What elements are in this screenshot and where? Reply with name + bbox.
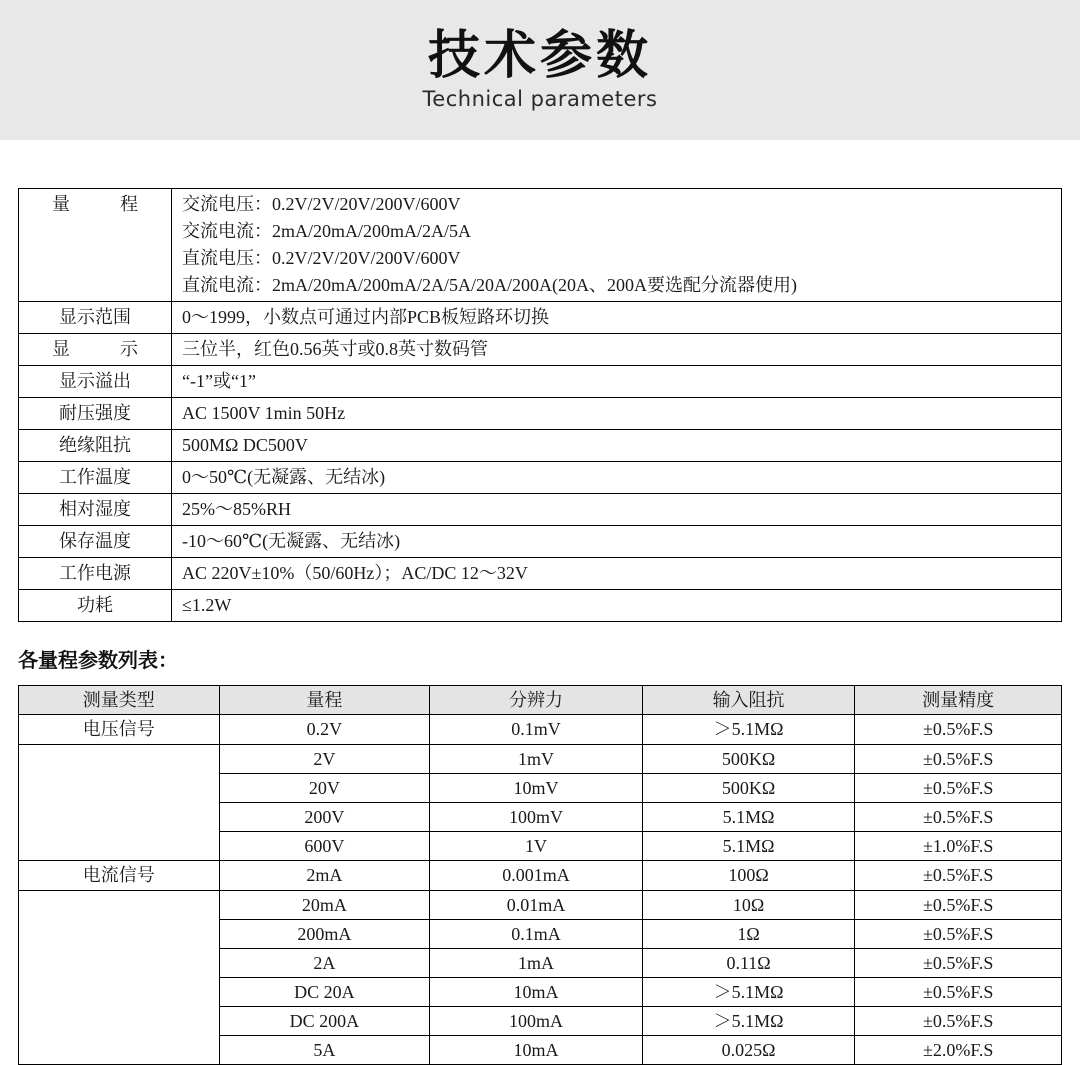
measurement-type-cell-empty xyxy=(19,949,220,978)
spec-value-line: AC 220V±10%（50/60Hz）；AC/DC 12～32V xyxy=(182,563,528,583)
resolution-cell: 100mV xyxy=(430,803,643,832)
resolution-cell: 10mA xyxy=(430,978,643,1007)
impedance-cell: ＞5.1MΩ xyxy=(642,715,855,745)
spec-row-value xyxy=(172,334,1062,366)
spec-value-line: ≤1.2W xyxy=(182,595,232,615)
measurement-type-cell-empty xyxy=(19,978,220,1007)
accuracy-cell: ±0.5%F.S xyxy=(855,1007,1062,1036)
spec-row-label: 绝缘阻抗 xyxy=(19,430,172,462)
range-cell: 2V xyxy=(219,745,430,774)
resolution-cell: 10mV xyxy=(430,774,643,803)
range-cell: 20V xyxy=(219,774,430,803)
spec-row xyxy=(19,558,1062,590)
accuracy-cell: ±0.5%F.S xyxy=(855,978,1062,1007)
spec-row-value xyxy=(172,302,1062,334)
impedance-cell: 10Ω xyxy=(642,891,855,920)
range-table-row xyxy=(19,891,1062,920)
specifications-table xyxy=(18,188,1062,622)
range-table-body xyxy=(19,715,1062,1065)
impedance-cell: ＞5.1MΩ xyxy=(642,978,855,1007)
spec-row-value xyxy=(172,590,1062,622)
accuracy-cell: ±2.0%F.S xyxy=(855,1036,1062,1065)
spec-row-value xyxy=(172,526,1062,558)
spec-value-line: 25%～85%RH xyxy=(182,499,291,519)
impedance-cell: 5.1MΩ xyxy=(642,832,855,861)
impedance-cell: 500KΩ xyxy=(642,745,855,774)
range-table-row xyxy=(19,715,1062,745)
range-parameters-table xyxy=(18,685,1062,1065)
range-section-title: 各量程参数列表： xyxy=(18,648,178,672)
measurement-type-cell-empty xyxy=(19,920,220,949)
spec-row-value xyxy=(172,462,1062,494)
range-cell: 600V xyxy=(219,832,430,861)
page-title: 技术参数 xyxy=(427,25,652,86)
accuracy-cell: ±0.5%F.S xyxy=(855,920,1062,949)
spec-row-label: 显示溢出 xyxy=(19,366,172,398)
spec-row-label: 相对湿度 xyxy=(19,494,172,526)
measurement-type-cell-empty xyxy=(19,745,220,774)
accuracy-cell: ±0.5%F.S xyxy=(855,891,1062,920)
impedance-cell: 100Ω xyxy=(642,861,855,891)
range-table-row xyxy=(19,1036,1062,1065)
spec-row xyxy=(19,526,1062,558)
impedance-cell: 0.11Ω xyxy=(642,949,855,978)
resolution-cell: 0.001mA xyxy=(430,861,643,891)
range-cell: DC 200A xyxy=(219,1007,430,1036)
range-table-row xyxy=(19,861,1062,891)
spec-row xyxy=(19,398,1062,430)
spec-row xyxy=(19,189,1062,302)
range-table-header-cell: 分辨力 xyxy=(430,686,643,715)
spec-row-label: 显示范围 xyxy=(19,302,172,334)
resolution-cell: 10mA xyxy=(430,1036,643,1065)
range-table-header-cell: 测量类型 xyxy=(19,686,220,715)
measurement-type-cell: 电流信号 xyxy=(19,861,220,891)
spec-value-line: “-1”或“1” xyxy=(182,371,256,391)
accuracy-cell: ±0.5%F.S xyxy=(855,803,1062,832)
accuracy-cell: ±0.5%F.S xyxy=(855,949,1062,978)
spec-row xyxy=(19,590,1062,622)
impedance-cell: 500KΩ xyxy=(642,774,855,803)
measurement-type-cell: 电压信号 xyxy=(19,715,220,745)
measurement-type-cell-empty xyxy=(19,1036,220,1065)
page-subtitle: Technical parameters xyxy=(422,87,658,112)
accuracy-cell: ±0.5%F.S xyxy=(855,715,1062,745)
spec-row-value xyxy=(172,558,1062,590)
spec-row xyxy=(19,462,1062,494)
spec-row xyxy=(19,430,1062,462)
spec-section xyxy=(0,188,1080,622)
spec-row-label: 工作电源 xyxy=(19,558,172,590)
range-table-row xyxy=(19,774,1062,803)
accuracy-cell: ±0.5%F.S xyxy=(855,774,1062,803)
spec-row-label: 显示 xyxy=(19,334,172,366)
range-table-head xyxy=(19,686,1062,715)
spec-value-line: 三位半，红色0.56英寸或0.8英寸数码管 xyxy=(182,339,488,359)
measurement-type-cell-empty xyxy=(19,803,220,832)
resolution-cell: 0.01mA xyxy=(430,891,643,920)
spec-row-label: 量程 xyxy=(19,189,172,302)
spec-row-value xyxy=(172,398,1062,430)
range-cell: 20mA xyxy=(219,891,430,920)
range-table-row xyxy=(19,949,1062,978)
spec-row-label: 保存温度 xyxy=(19,526,172,558)
resolution-cell: 100mA xyxy=(430,1007,643,1036)
impedance-cell: 1Ω xyxy=(642,920,855,949)
spec-row-value xyxy=(172,494,1062,526)
measurement-type-cell-empty xyxy=(19,891,220,920)
range-cell: 2A xyxy=(219,949,430,978)
range-table-row xyxy=(19,920,1062,949)
spec-value-line: 直流电压：0.2V/2V/20V/200V/600V xyxy=(182,248,461,268)
spec-row xyxy=(19,494,1062,526)
spec-row xyxy=(19,334,1062,366)
spec-value-line: 0～50℃(无凝露、无结冰) xyxy=(182,467,386,487)
resolution-cell: 0.1mV xyxy=(430,715,643,745)
spec-row-value xyxy=(172,366,1062,398)
resolution-cell: 1mA xyxy=(430,949,643,978)
impedance-cell: ＞5.1MΩ xyxy=(642,1007,855,1036)
resolution-cell: 1V xyxy=(430,832,643,861)
spec-value-line: 500MΩ DC500V xyxy=(182,435,308,455)
resolution-cell: 1mV xyxy=(430,745,643,774)
range-table-header-cell: 测量精度 xyxy=(855,686,1062,715)
range-table-row xyxy=(19,1007,1062,1036)
range-section xyxy=(0,685,1080,1065)
page-header-banner xyxy=(0,0,1080,140)
range-cell: 2mA xyxy=(219,861,430,891)
range-table-row xyxy=(19,832,1062,861)
spec-row-value xyxy=(172,189,1062,302)
specifications-table-body xyxy=(19,189,1062,622)
range-cell: 5A xyxy=(219,1036,430,1065)
spec-value-line: 交流电流：2mA/20mA/200mA/2A/5A xyxy=(182,221,472,241)
range-table-header-cell: 输入阻抗 xyxy=(642,686,855,715)
spec-value-line: AC 1500V 1min 50Hz xyxy=(182,403,346,423)
range-table-row xyxy=(19,978,1062,1007)
spec-row-label: 工作温度 xyxy=(19,462,172,494)
spec-value-line: 交流电压：0.2V/2V/20V/200V/600V xyxy=(182,194,461,214)
measurement-type-cell-empty xyxy=(19,1007,220,1036)
spec-row xyxy=(19,366,1062,398)
accuracy-cell: ±0.5%F.S xyxy=(855,745,1062,774)
impedance-cell: 5.1MΩ xyxy=(642,803,855,832)
range-cell: 0.2V xyxy=(219,715,430,745)
measurement-type-cell-empty xyxy=(19,774,220,803)
range-cell: DC 20A xyxy=(219,978,430,1007)
range-table-header-row xyxy=(19,686,1062,715)
spec-row-label: 耐压强度 xyxy=(19,398,172,430)
range-cell: 200V xyxy=(219,803,430,832)
range-cell: 200mA xyxy=(219,920,430,949)
accuracy-cell: ±1.0%F.S xyxy=(855,832,1062,861)
range-table-header-cell: 量程 xyxy=(219,686,430,715)
range-table-row xyxy=(19,803,1062,832)
spec-value-line: 0～1999，小数点可通过内部PCB板短路环切换 xyxy=(182,307,550,327)
spec-row-label: 功耗 xyxy=(19,590,172,622)
measurement-type-cell-empty xyxy=(19,832,220,861)
impedance-cell: 0.025Ω xyxy=(642,1036,855,1065)
spec-row-value xyxy=(172,430,1062,462)
spec-value-line: -10～60℃(无凝露、无结冰) xyxy=(182,531,401,551)
resolution-cell: 0.1mA xyxy=(430,920,643,949)
range-table-row xyxy=(19,745,1062,774)
spec-value-line: 直流电流：2mA/20mA/200mA/2A/5A/20A/200A(20A、200A要选配分流器使用) xyxy=(182,275,797,295)
spec-row xyxy=(19,302,1062,334)
accuracy-cell: ±0.5%F.S xyxy=(855,861,1062,891)
